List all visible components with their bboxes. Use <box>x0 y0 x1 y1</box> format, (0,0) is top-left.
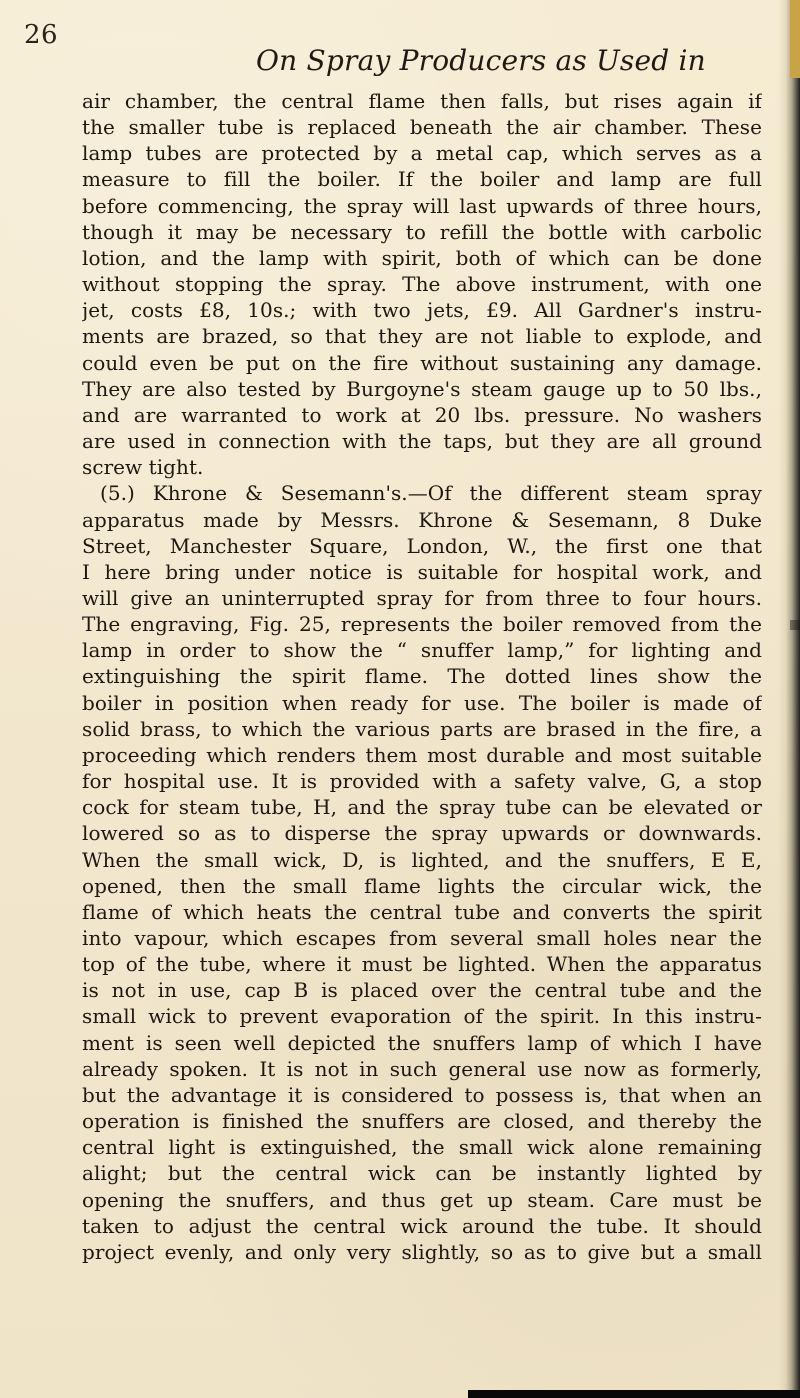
text-line <box>82 820 762 846</box>
text-line-content: will give an uninterrupted spray for from three to four hours. <box>82 585 762 610</box>
text-line-content: ments are brazed, so that they are not liable to explode, and <box>82 324 762 349</box>
text-line <box>82 585 762 611</box>
text-line-content: (5.) Khrone & Sesemann's.—Of the different steam spray <box>100 481 762 506</box>
text-line <box>82 1108 762 1134</box>
text-line <box>82 533 762 559</box>
text-line-content: cock for steam tube, H, and the spray tube can be elevated or <box>82 795 762 820</box>
text-line <box>82 140 762 166</box>
text-line <box>82 1056 762 1082</box>
text-line-content: project evenly, and only very slightly, so as to give but a small <box>82 1239 762 1264</box>
text-line-content: ment is seen well depicted the snuffers lamp of which I have <box>82 1030 762 1055</box>
text-line <box>82 977 762 1003</box>
text-line-content: lotion, and the lamp with spirit, both of which can be done <box>82 245 762 270</box>
body-text <box>82 88 762 1265</box>
text-line <box>82 925 762 951</box>
text-line <box>82 402 762 428</box>
page-number: 26 <box>24 20 59 50</box>
page-edge-shadow <box>778 0 800 1398</box>
page-edge-mark <box>790 0 800 78</box>
text-line <box>82 193 762 219</box>
text-line <box>82 297 762 323</box>
text-line <box>82 1030 762 1056</box>
text-line-content: The engraving, Fig. 25, represents the boiler removed from the <box>82 612 762 637</box>
text-line <box>82 768 762 794</box>
text-line <box>82 454 762 480</box>
text-line <box>82 323 762 349</box>
text-line <box>82 847 762 873</box>
text-line <box>82 245 762 271</box>
text-line-content: top of the tube, where it must be lighted. When the apparatus <box>82 952 762 977</box>
text-line-content: When the small wick, D, is lighted, and the snuffers, E E, <box>82 847 762 872</box>
text-line <box>82 1134 762 1160</box>
text-line-content: flame of which heats the central tube and converts the spirit <box>82 899 762 924</box>
text-line-content: They are also tested by Burgoyne's steam gauge up to 50 lbs., <box>82 376 762 401</box>
text-line <box>82 271 762 297</box>
text-line <box>82 951 762 977</box>
text-line <box>82 716 762 742</box>
text-line <box>82 690 762 716</box>
text-line <box>82 1082 762 1108</box>
page-edge-mark <box>790 620 800 630</box>
text-line-content: lamp in order to show the “ snuffer lamp,” for lighting and <box>82 638 762 663</box>
text-line-content: opening the snuffers, and thus get up steam. Care must be <box>82 1187 762 1212</box>
text-line-content: taken to adjust the central wick around the tube. It should <box>82 1213 762 1238</box>
text-line <box>82 507 762 533</box>
text-line <box>82 1187 762 1213</box>
text-line-content: apparatus made by Messrs. Khrone & Sesemann, 8 Duke <box>82 507 762 532</box>
text-line <box>82 1160 762 1186</box>
text-line <box>82 480 762 506</box>
text-line <box>82 166 762 192</box>
text-line-content: I here bring under notice is suitable for hospital work, and <box>82 559 762 584</box>
text-line-content: the smaller tube is replaced beneath the air chamber. These <box>82 115 762 140</box>
text-line-content: lowered so as to disperse the spray upwards or downwards. <box>82 821 762 846</box>
text-line-content: already spoken. It is not in such general use now as formerly, <box>82 1056 762 1081</box>
text-line-content: small wick to prevent evaporation of the spirit. In this instru- <box>82 1004 762 1029</box>
text-line <box>82 611 762 637</box>
text-line <box>82 114 762 140</box>
text-line-content: into vapour, which escapes from several small holes near the <box>82 926 762 950</box>
text-line <box>82 88 762 114</box>
text-line-content: for hospital use. It is provided with a safety valve, G, a stop <box>82 769 762 794</box>
text-line-content: without stopping the spray. The above instrument, with one <box>82 272 762 297</box>
text-line <box>82 428 762 454</box>
running-head: On Spray Producers as Used in <box>256 44 706 77</box>
text-line <box>82 742 762 768</box>
text-line-content: measure to fill the boiler. If the boiler and lamp are full <box>82 167 762 192</box>
text-line <box>82 559 762 585</box>
text-line-content: but the advantage it is considered to possess is, that when an <box>82 1082 762 1107</box>
text-line-content: extinguishing the spirit flame. The dotted lines show the <box>82 664 762 689</box>
text-line-content: are used in connection with the taps, but they are all ground <box>82 429 762 454</box>
text-line-content: proceeding which renders them most durable and most suitable <box>82 742 762 767</box>
text-line <box>82 899 762 925</box>
text-line <box>82 219 762 245</box>
text-line <box>82 1213 762 1239</box>
text-line-content: though it may be necessary to refill the bottle with carbolic <box>82 219 762 244</box>
text-line-content: is not in use, cap B is placed over the central tube and the <box>82 978 762 1003</box>
text-line-content: alight; but the central wick can be instantly lighted by <box>82 1161 762 1186</box>
text-line-content: and are warranted to work at 20 lbs. pressure. No washers <box>82 402 762 427</box>
text-line-content: could even be put on the fire without sustaining any damage. <box>82 350 762 375</box>
text-line-content: boiler in position when ready for use. The boiler is made of <box>82 690 762 715</box>
text-line-content: operation is finished the snuffers are closed, and thereby the <box>82 1109 762 1134</box>
text-line <box>82 663 762 689</box>
text-line <box>82 350 762 376</box>
text-line <box>82 1239 762 1265</box>
bottom-edge-rule <box>468 1390 800 1398</box>
text-line-content: solid brass, to which the various parts are brased in the fire, a <box>82 716 762 741</box>
text-line-content: Street, Manchester Square, London, W., the first one that <box>82 533 762 558</box>
text-line <box>82 794 762 820</box>
text-line-content: jet, costs £8, 10s.; with two jets, £9. All Gardner's instru- <box>82 298 762 323</box>
text-line-content: before commencing, the spray will last upwards of three hours, <box>82 193 762 218</box>
text-line <box>82 1003 762 1029</box>
text-line-content: screw tight. <box>82 455 204 480</box>
text-line <box>82 376 762 402</box>
text-line <box>82 873 762 899</box>
text-line-content: opened, then the small flame lights the circular wick, the <box>82 873 762 898</box>
text-line-content: central light is extinguished, the small wick alone remaining <box>82 1135 762 1160</box>
text-line-content: air chamber, the central flame then falls, but rises again if <box>82 89 762 113</box>
text-line-content: lamp tubes are protected by a metal cap, which serves as a <box>82 141 762 166</box>
text-line <box>82 637 762 663</box>
